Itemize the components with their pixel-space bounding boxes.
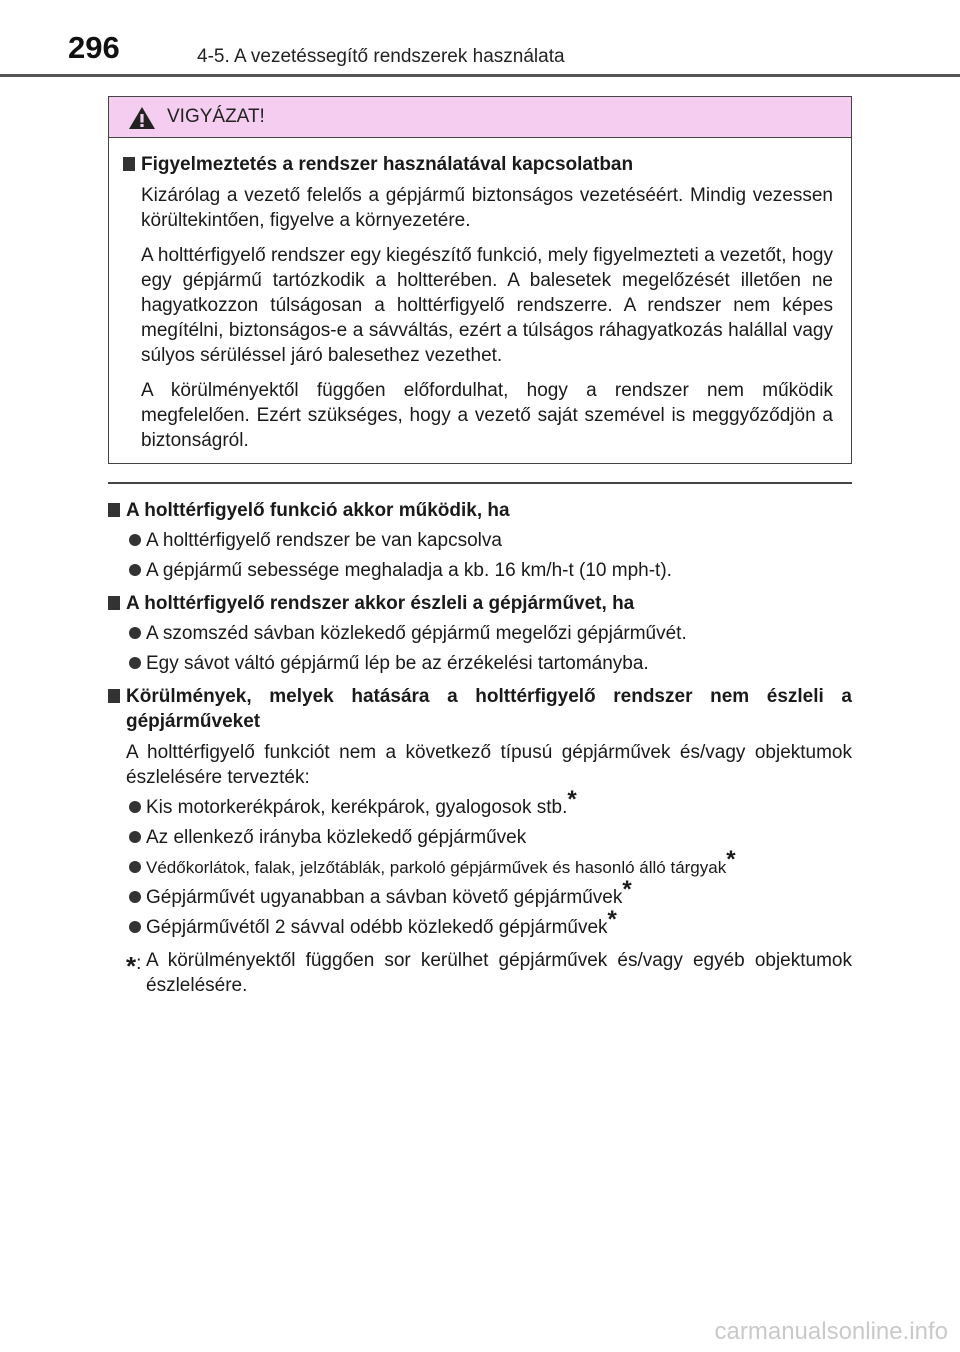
- section-title: 4-5. A vezetéssegítő rendszerek használata: [197, 46, 565, 67]
- warning-title: VIGYÁZAT!: [167, 106, 265, 127]
- section-heading: A holttérfigyelő funkció akkor működik, ha: [108, 498, 852, 523]
- section-heading: A holttérfigyelő rendszer akkor észleli a gépjárművet, ha: [108, 591, 852, 616]
- list-item: A gépjármű sebessége meghaladja a kb. 16 km/h-t (10 mph-t).: [108, 558, 852, 583]
- watermark: carmanualsonline.info: [714, 1318, 948, 1345]
- warning-paragraph: A holttérfigyelő rendszer egy kiegészítő funkció, mely figyelmezteti a vezetőt, hogy egy gépjármű tartózkodik a holtterében. A balesetek megelőzését illetően ne hagyatkozzon túlságosan a holttérfigyelő rendszerre. A rendszer nem képes megítélni, biztonságos-e a sávváltás, ezért a túlságos ráhagyatkozás halállal vagy súlyos sérüléssel járó balesethez vezethet.: [141, 245, 833, 366]
- list-item: Gépjárművét ugyanabban a sávban követő gépjárművek*: [108, 885, 852, 910]
- asterisk-mark: *: [622, 876, 632, 903]
- square-bullet-icon: [123, 157, 135, 171]
- asterisk-mark: *: [726, 846, 736, 873]
- warning-body: [109, 138, 851, 453]
- section-divider: [108, 482, 852, 484]
- asterisk-mark: *: [567, 786, 577, 813]
- list-item: A szomszéd sávban közlekedő gépjármű megelőzi gépjárművét.: [108, 621, 852, 646]
- warning-header: [109, 97, 851, 138]
- square-bullet-icon: [108, 503, 120, 517]
- section-intro: A holttérfigyelő funkciót nem a következő típusú gépjárművek és/vagy objektumok észlelésére tervezték:: [126, 742, 852, 788]
- main-content: [108, 490, 852, 998]
- header-rule: [0, 74, 960, 77]
- footnote-mark: *:: [126, 951, 142, 981]
- round-bullet-icon: [129, 801, 141, 813]
- warning-paragraph: A körülményektől függően előfordulhat, hogy a rendszer nem működik megfelelően. Ezért szükséges, hogy a vezető saját szemével is meggyőződjön a biztonságról.: [141, 380, 833, 451]
- round-bullet-icon: [129, 534, 141, 546]
- warning-heading: Figyelmeztetés a rendszer használatával kapcsolatban: [123, 152, 833, 177]
- list-item: Egy sávot váltó gépjármű lép be az érzékelési tartományba.: [108, 651, 852, 676]
- page-number: 296: [68, 30, 120, 65]
- round-bullet-icon: [129, 657, 141, 669]
- list-item: Védőkorlátok, falak, jelzőtáblák, parkoló gépjárművek és hasonló álló tárgyak*: [108, 855, 852, 880]
- footnote: *: A körülményektől függően sor kerülhet gépjárművek és/vagy egyéb objektumok észlelésére.: [126, 950, 852, 996]
- asterisk-mark: *: [607, 906, 617, 933]
- section-heading: Körülmények, melyek hatására a holttérfigyelő rendszer nem észleli a gépjárműveket: [108, 684, 852, 734]
- list-item: A holttérfigyelő rendszer be van kapcsolva: [108, 528, 852, 553]
- round-bullet-icon: [129, 831, 141, 843]
- square-bullet-icon: [108, 689, 120, 703]
- page-header: [0, 0, 960, 80]
- list-item: Az ellenkező irányba közlekedő gépjárművek: [108, 825, 852, 850]
- warning-box: [108, 96, 852, 464]
- round-bullet-icon: [129, 861, 141, 873]
- square-bullet-icon: [108, 596, 120, 610]
- round-bullet-icon: [129, 921, 141, 933]
- warning-triangle-icon: [128, 106, 156, 130]
- round-bullet-icon: [129, 627, 141, 639]
- round-bullet-icon: [129, 891, 141, 903]
- list-item: Kis motorkerékpárok, kerékpárok, gyalogosok stb.*: [108, 795, 852, 820]
- list-item: Gépjárművétől 2 sávval odébb közlekedő gépjárművek*: [108, 915, 852, 940]
- warning-paragraph: Kizárólag a vezető felelős a gépjármű biztonságos vezetéséért. Mindig vezessen körültekintően, figyelve a környezetére.: [141, 185, 833, 231]
- round-bullet-icon: [129, 564, 141, 576]
